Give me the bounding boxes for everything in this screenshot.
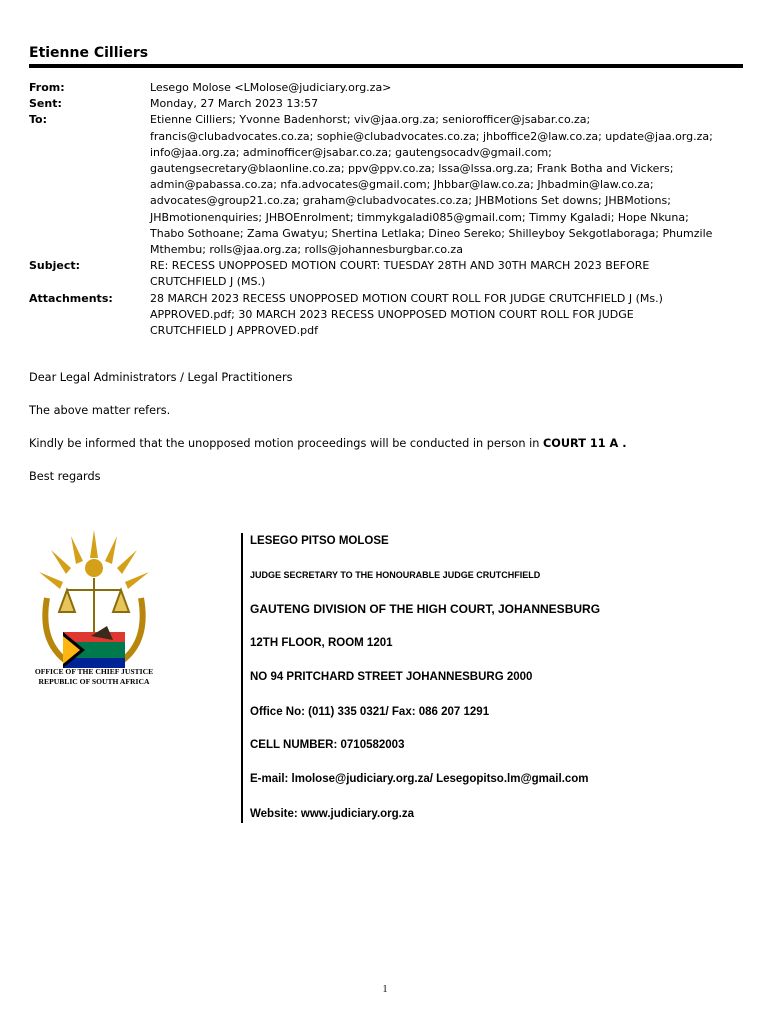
subject-line: RE: RECESS UNOPPOSED MOTION COURT: TUESDAY 28TH AND 30TH MARCH 2023 BEFORE	[150, 259, 650, 273]
to-line: admin@pabassa.co.za; nfa.advocates@gmail.com; Jhbbar@law.co.za; Jhbadmin@law.co.za;	[150, 178, 654, 192]
flag-shield-icon	[63, 626, 125, 668]
to-line: gautengsecretary@blaonline.co.za; ppv@ppv.co.za; lssa@lssa.org.za; Frank Botha and Vickers;	[150, 162, 674, 176]
to-line: francis@clubadvocates.co.za; sophie@clubadvocates.co.za; jhboffice2@law.co.za; update@jaa.org.za;	[150, 129, 713, 143]
greeting: Dear Legal Administrators / Legal Practitioners	[29, 371, 293, 384]
signature-cell: CELL NUMBER: 0710582003	[250, 739, 405, 751]
attachment-line: CRUTCHFIELD J APPROVED.pdf	[150, 324, 318, 338]
email-header	[29, 80, 743, 339]
from-label: From:	[29, 81, 65, 94]
court-text: Kindly be informed that the unopposed motion proceedings will be conducted in person in	[29, 437, 543, 450]
sent-value: Monday, 27 March 2023 13:57	[150, 97, 319, 111]
bird-head-icon	[85, 559, 103, 577]
attachments-row	[29, 291, 743, 340]
to-line: Thabo Sothoane; Zama Gwatyu; Shertina Letlaka; Dineo Sereko; Shilleyboy Sekgotlaboraga; Phumzile	[150, 226, 713, 240]
logo-caption-line2: REPUBLIC OF SOUTH AFRICA	[38, 677, 150, 686]
to-label: To:	[29, 113, 47, 127]
to-line: Mthembu; rolls@jaa.org.za; rolls@johannesburgbar.co.za	[150, 243, 463, 257]
signature-division: GAUTENG DIVISION OF THE HIGH COURT, JOHANNESBURG	[250, 602, 601, 616]
attachments-label: Attachments:	[29, 291, 113, 305]
coat-of-arms-logo	[29, 528, 159, 690]
court-number: COURT 11 A .	[542, 437, 627, 450]
sent-row	[29, 96, 743, 112]
closing: Best regards	[29, 470, 101, 483]
subject-value	[150, 258, 743, 290]
attachments-value	[150, 291, 743, 340]
to-line: info@jaa.org.za; adminofficer@jsabar.co.za; gautengsocadv@gmail.com;	[150, 145, 552, 159]
body-line-court	[29, 436, 743, 452]
attachment-line: 28 MARCH 2023 RECESS UNOPPOSED MOTION COURT ROLL FOR JUDGE CRUTCHFIELD J (Ms.)	[150, 291, 663, 305]
signature-name: LESEGO PITSO MOLOSE	[250, 535, 389, 547]
logo-caption-line1: OFFICE OF THE CHIEF JUSTICE	[34, 667, 154, 676]
signature-divider	[241, 533, 243, 823]
email-body	[29, 370, 743, 502]
to-line: advocates@group21.co.za; graham@clubadvocates.co.za; JHBMotions Set downs; JHBMotions;	[150, 194, 671, 208]
from-row	[29, 80, 743, 96]
to-row	[29, 112, 743, 258]
to-value	[150, 112, 743, 258]
to-line: Etienne Cilliers; Yvonne Badenhorst; viv@jaa.org.za; seniorofficer@jsabar.co.za;	[150, 113, 591, 127]
body-line-reference: The above matter refers.	[29, 404, 171, 417]
sent-label: Sent:	[29, 97, 62, 111]
attachment-line: APPROVED.pdf; 30 MARCH 2023 RECESS UNOPPOSED MOTION COURT ROLL FOR JUDGE	[150, 307, 634, 321]
to-line: JHBmotionenquiries; JHBOEnrolment; timmykgaladi085@gmail.com; Timmy Kgaladi; Hope Nkuna;	[150, 210, 689, 224]
mailbox-owner-name: Etienne Cilliers	[29, 45, 149, 61]
signature-title: JUDGE SECRETARY TO THE HONOURABLE JUDGE CRUTCHFIELD	[250, 570, 541, 580]
subject-row	[29, 258, 743, 290]
signature-website: Website: www.judiciary.org.za	[250, 808, 415, 820]
subject-label: Subject:	[29, 259, 81, 273]
scales-of-justice-icon	[59, 578, 129, 636]
page-number: 1	[382, 984, 388, 995]
signature-floor: 12TH FLOOR, ROOM 1201	[250, 637, 393, 649]
signature-address: NO 94 PRITCHARD STREET JOHANNESBURG 2000	[250, 671, 533, 683]
header-rule	[29, 64, 743, 68]
signature-email: E-mail: lmolose@judiciary.org.za/ Lesegopitso.lm@gmail.com	[250, 773, 589, 785]
subject-line: CRUTCHFIELD J (MS.)	[150, 275, 266, 289]
from-value: Lesego Molose <LMolose@judiciary.org.za>	[150, 81, 392, 94]
signature-office-fax: Office No: (011) 335 0321/ Fax: 086 207 1291	[250, 706, 490, 718]
